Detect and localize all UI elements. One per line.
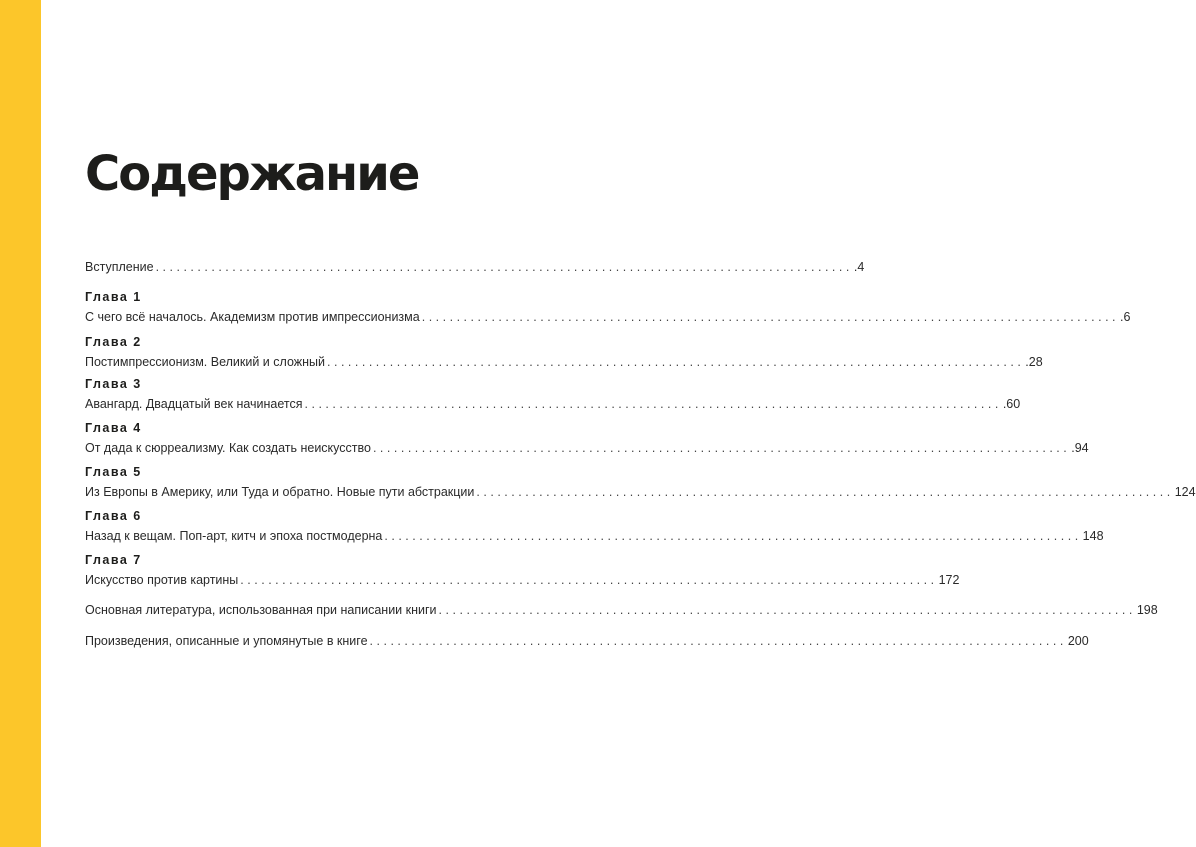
toc-page-number: .28 bbox=[1025, 355, 1043, 369]
dot-leader: .................................................................................................... bbox=[155, 260, 853, 274]
chapter-label: Глава 4 bbox=[85, 421, 142, 435]
toc-page-number: 124 bbox=[1174, 485, 1196, 499]
toc-entry-title: Произведения, описанные и упомянутые в книге bbox=[85, 634, 368, 648]
toc-entry-title: Постимпрессионизм. Великий и сложный bbox=[85, 355, 325, 369]
toc-entry-title: От дада к сюрреализму. Как создать неискусство bbox=[85, 441, 371, 455]
toc-page-number: 148 bbox=[1082, 529, 1104, 543]
toc-line[interactable] bbox=[85, 438, 1089, 458]
dot-leader: .................................................................................................... bbox=[369, 634, 1067, 648]
toc-page-number: .6 bbox=[1120, 310, 1131, 324]
dot-leader: .................................................................................................... bbox=[372, 441, 1071, 455]
toc-line[interactable] bbox=[85, 600, 1158, 620]
toc-entry-chapter-7 bbox=[85, 550, 960, 600]
toc-line[interactable] bbox=[85, 307, 1131, 327]
toc-entry-chapter-3 bbox=[85, 374, 1021, 418]
toc-page-number: 198 bbox=[1136, 603, 1158, 617]
toc-page-number: .60 bbox=[1002, 397, 1021, 411]
dot-leader: .................................................................................................... bbox=[304, 397, 1002, 411]
page-title: Содержание bbox=[85, 146, 419, 202]
toc-line[interactable] bbox=[85, 570, 960, 590]
toc-entry-bibliography bbox=[85, 600, 1158, 631]
dot-leader: .................................................................................................... bbox=[438, 603, 1136, 617]
yellow-side-stripe bbox=[0, 0, 41, 847]
chapter-label: Глава 6 bbox=[85, 509, 142, 523]
chapter-label: Глава 5 bbox=[85, 465, 142, 479]
toc-entry-artworks-index bbox=[85, 631, 1089, 661]
toc-line[interactable] bbox=[85, 482, 1196, 502]
toc-entry-chapter-6 bbox=[85, 506, 1104, 550]
toc-entry-intro bbox=[85, 257, 865, 287]
toc-entry-chapter-1 bbox=[85, 287, 1131, 332]
toc-line[interactable] bbox=[85, 352, 1043, 372]
dot-leader: .................................................................................................... bbox=[384, 529, 1082, 543]
toc-line[interactable] bbox=[85, 631, 1089, 651]
dot-leader: .................................................................................................... bbox=[327, 355, 1025, 369]
toc-entry-chapter-2 bbox=[85, 332, 1043, 374]
toc-page-number: 172 bbox=[938, 573, 960, 587]
chapter-label: Глава 7 bbox=[85, 553, 142, 567]
toc-line[interactable] bbox=[85, 394, 1021, 414]
toc-entry-title: Назад к вещам. Поп-арт, китч и эпоха постмодерна bbox=[85, 529, 383, 543]
dot-leader: .................................................................................................... bbox=[421, 310, 1120, 324]
toc-entry-title: Искусство против картины bbox=[85, 573, 239, 587]
toc-entry-title: С чего всё началось. Академизм против импрессионизма bbox=[85, 310, 420, 324]
toc-entry-title: Основная литература, использованная при написании книги bbox=[85, 603, 437, 617]
table-of-contents bbox=[85, 257, 1196, 661]
chapter-label: Глава 1 bbox=[85, 290, 142, 304]
chapter-label: Глава 3 bbox=[85, 377, 142, 391]
toc-page-number: .94 bbox=[1071, 441, 1089, 455]
toc-entry-chapter-4 bbox=[85, 418, 1089, 462]
toc-entry-title: Вступление bbox=[85, 260, 154, 274]
toc-line[interactable] bbox=[85, 526, 1104, 546]
toc-page-number: 200 bbox=[1067, 634, 1089, 648]
toc-entry-title: Из Европы в Америку, или Туда и обратно. Новые пути абстракции bbox=[85, 485, 475, 499]
toc-line[interactable] bbox=[85, 257, 865, 277]
toc-entry-chapter-5 bbox=[85, 462, 1196, 506]
chapter-label: Глава 2 bbox=[85, 335, 142, 349]
dot-leader: .................................................................................................... bbox=[476, 485, 1174, 499]
toc-entry-title: Авангард. Двадцатый век начинается bbox=[85, 397, 303, 411]
toc-page-number: .4 bbox=[853, 260, 865, 274]
dot-leader: .................................................................................................... bbox=[240, 573, 938, 587]
